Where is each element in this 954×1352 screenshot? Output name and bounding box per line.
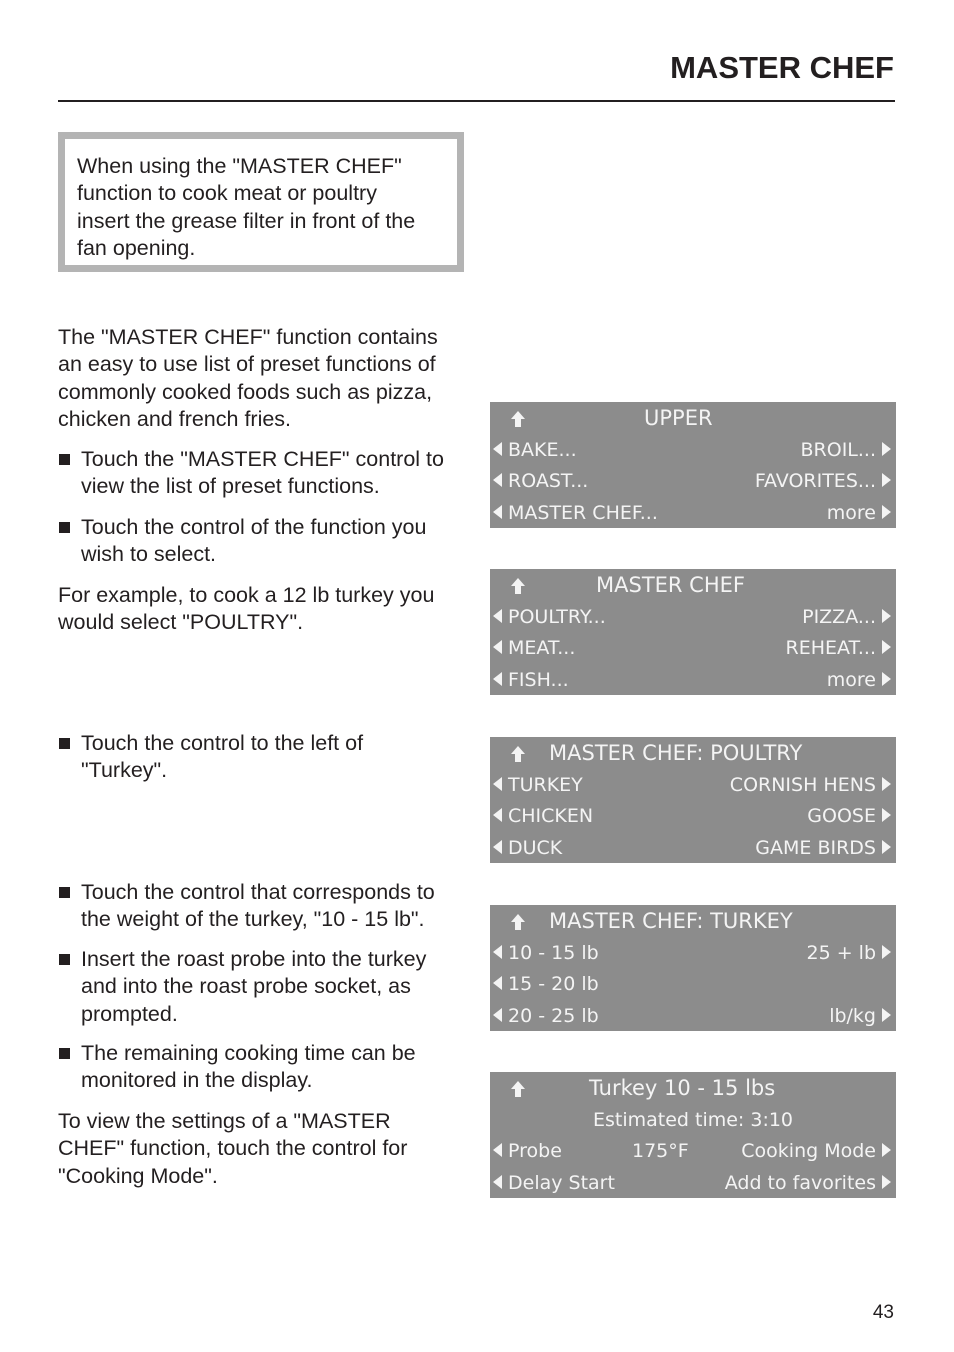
text-line: an easy to use list of preset functions of [58,352,436,377]
option-label: lb/kg [829,1005,876,1027]
panel-row [490,466,896,497]
panel-row [490,770,896,801]
panel-row [490,938,896,969]
panel-title: UPPER [644,406,713,430]
option-label: GOOSE [807,805,876,827]
note-text [77,153,445,262]
text-line: "Cooking Mode". [58,1163,218,1188]
option-poultry[interactable] [493,602,606,633]
left-arrow-icon [493,777,502,791]
option-label: Cooking Mode [741,1140,876,1162]
right-arrow-icon [882,840,891,854]
panel-title-row [490,403,896,434]
text-line: The remaining cooking time can be [81,1041,416,1065]
option-broil[interactable] [801,435,892,466]
bullet-item [58,514,468,569]
right-arrow-icon [882,609,891,623]
option-goose[interactable] [807,801,891,832]
bullet-square-icon [59,1048,70,1059]
option-game-birds[interactable] [755,833,891,864]
left-arrow-icon [493,808,502,822]
page-number: 43 [872,1302,894,1323]
option-roast[interactable] [493,466,588,497]
note-line: fan opening. [77,235,196,260]
right-arrow-icon [882,640,891,654]
option-duck[interactable] [493,833,562,864]
left-arrow-icon [493,976,502,990]
panel-title: MASTER CHEF: POULTRY [549,741,803,765]
note-line: function to cook meat or poultry [77,181,377,206]
option-more[interactable] [827,498,891,529]
right-arrow-icon [882,672,891,686]
option-label: TURKEY [508,774,583,796]
text-line: prompted. [81,1001,178,1026]
panel-row [490,435,896,466]
option-favorites[interactable] [755,466,891,497]
panel-title: Turkey 10 - 15 lbs [589,1076,776,1100]
option-label: MASTER CHEF... [508,502,658,524]
right-arrow-icon [882,1143,891,1157]
option-lb-kg[interactable] [829,1001,891,1032]
display-panel-master-chef [490,569,896,695]
left-arrow-icon [493,640,502,654]
option-turkey[interactable] [493,770,583,801]
option-label: DUCK [508,837,563,859]
option-label: BAKE... [508,439,577,461]
option-label: Delay Start [508,1172,615,1194]
text-line: chicken and french fries. [58,406,292,431]
panel-title: MASTER CHEF: TURKEY [549,909,793,933]
right-arrow-icon [882,505,891,519]
option-label: MEAT... [508,637,576,659]
right-arrow-icon [882,473,891,487]
right-arrow-icon [882,1008,891,1022]
left-arrow-icon [493,1175,502,1189]
text-line: To view the settings of a "MASTER [58,1109,391,1133]
page-title: MASTER CHEF [670,50,894,85]
option-label: REHEAT... [785,637,876,659]
option-master-chef[interactable] [493,498,658,529]
option-delay-start[interactable] [493,1168,615,1199]
left-arrow-icon [493,505,502,519]
note-line: When using the "MASTER CHEF" [77,154,402,178]
text-line: The "MASTER CHEF" function contains [58,325,438,349]
panel-title-row [490,1073,896,1104]
bullet-square-icon [59,454,70,465]
panel-row [490,633,896,664]
option-label: CHICKEN [508,805,594,827]
option-label: 15 - 20 lb [508,973,599,995]
up-arrow-icon[interactable] [510,745,526,763]
option-label: 20 - 25 lb [508,1005,599,1027]
bullet-item [58,946,468,1028]
left-arrow-icon [493,1008,502,1022]
option-label: FISH... [508,669,569,691]
option-probe[interactable] [493,1136,562,1167]
option-fish[interactable] [493,665,569,696]
option-label: Probe [508,1140,562,1162]
text-line: and into the roast probe socket, as [81,974,411,999]
display-panel-upper [490,402,896,528]
option-more[interactable] [827,665,891,696]
text-line: wish to select. [81,542,217,567]
panel-row [490,1136,896,1167]
bullet-square-icon [59,738,70,749]
up-arrow-icon[interactable] [510,913,526,931]
panel-row [490,801,896,832]
text-line: would select "POULTRY". [58,610,304,635]
example-paragraph [58,582,468,637]
note-box [58,132,464,272]
option-bake[interactable] [493,435,577,466]
option-15-20-lb[interactable] [493,969,599,1000]
bullet-item [58,730,468,785]
panel-row [490,1168,896,1199]
option-cornish-hens[interactable] [730,770,891,801]
left-arrow-icon [493,473,502,487]
panel-row [490,833,896,864]
text-line: Touch the control to the left of [81,731,364,755]
text-line: Touch the control of the function you [81,515,427,539]
panel-row [490,498,896,529]
left-arrow-icon [493,609,502,623]
option-label: Add to favorites [724,1172,876,1194]
right-arrow-icon [882,945,891,959]
bullet-item [58,446,468,501]
text-line: For example, to cook a 12 lb turkey you [58,583,435,607]
text-line: Insert the roast probe into the turkey [81,947,427,971]
option-add-to-favorites[interactable] [725,1168,891,1199]
panel-title-row [490,738,896,769]
text-line: CHEF" function, touch the control for [58,1136,408,1161]
display-panel-turkey-cooking [490,1072,896,1198]
bullet-item [58,1040,468,1095]
panel-title-row [490,570,896,601]
left-arrow-icon [493,1143,502,1157]
option-chicken[interactable] [493,801,593,832]
option-25-plus-lb[interactable] [806,938,891,969]
option-label: ROAST... [508,470,589,492]
panel-row [490,665,896,696]
option-20-25-lb[interactable] [493,1001,599,1032]
bullet-square-icon [59,954,70,965]
left-arrow-icon [493,945,502,959]
text-line: the weight of the turkey, "10 - 15 lb". [81,907,425,932]
panel-row [490,602,896,633]
right-arrow-icon [882,777,891,791]
panel-row [490,969,896,1000]
text-line: Touch the control that corresponds to [81,880,435,904]
text-line: Touch the "MASTER CHEF" control to [81,447,444,471]
note-line: insert the grease filter in front of the [77,208,416,233]
option-cooking-mode[interactable] [741,1136,891,1167]
right-arrow-icon [882,808,891,822]
estimated-time: Estimated time: 3:10 [592,1109,794,1131]
option-label: PIZZA... [802,606,876,628]
text-line: view the list of preset functions. [81,474,380,499]
probe-temperature: 175°F [632,1140,689,1162]
option-reheat[interactable] [786,633,892,664]
option-label: GAME BIRDS [755,837,876,859]
left-arrow-icon [493,672,502,686]
option-label: 10 - 15 lb [508,942,599,964]
panel-title-row [490,906,896,937]
up-arrow-icon[interactable] [510,577,526,595]
option-pizza[interactable] [802,602,891,633]
left-arrow-icon [493,442,502,456]
panel-row [490,1105,896,1136]
panel-row [490,1001,896,1032]
option-label: POULTRY... [508,606,606,628]
option-meat[interactable] [493,633,575,664]
bullet-square-icon [59,887,70,898]
option-label: more [826,502,876,524]
option-label: more [826,669,876,691]
up-arrow-icon[interactable] [510,410,526,428]
left-arrow-icon [493,840,502,854]
display-panel-poultry [490,737,896,863]
panel-title: MASTER CHEF [596,573,745,597]
bullet-item [58,879,468,934]
right-arrow-icon [882,1175,891,1189]
intro-paragraph [58,324,468,433]
option-label: FAVORITES... [754,470,876,492]
header-divider [58,100,895,102]
bullet-square-icon [59,522,70,533]
option-label: BROIL... [800,439,876,461]
text-line: commonly cooked foods such as pizza, [58,379,433,404]
option-label: 25 + lb [806,942,876,964]
display-panel-turkey [490,905,896,1031]
text-line: monitored in the display. [81,1068,313,1093]
option-10-15-lb[interactable] [493,938,599,969]
text-line: "Turkey". [81,758,168,783]
up-arrow-icon[interactable] [510,1080,526,1098]
outro-paragraph [58,1108,468,1190]
option-label: CORNISH HENS [729,774,876,796]
right-arrow-icon [882,442,891,456]
